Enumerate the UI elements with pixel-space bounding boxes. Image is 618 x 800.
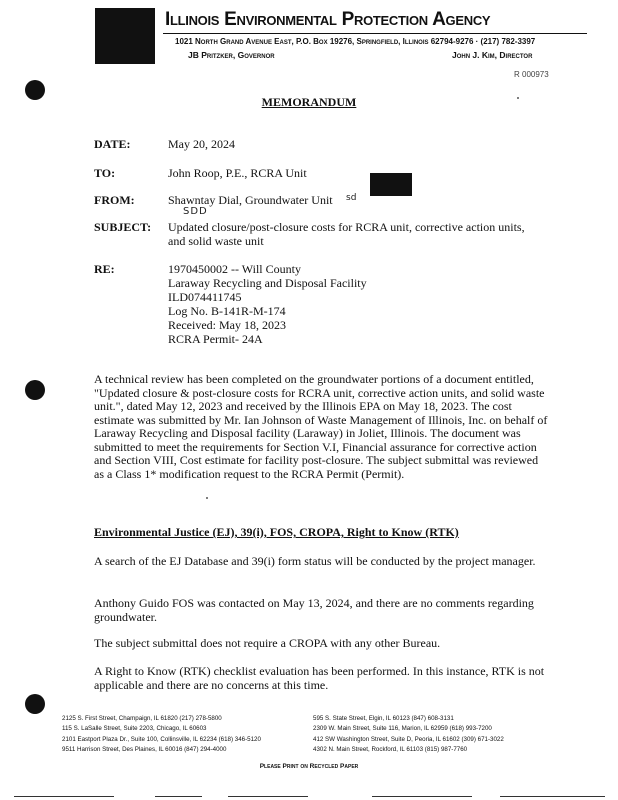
office-address: 115 S. LaSalle Street, Suite 2203, Chicago, IL 60603	[62, 725, 207, 733]
footer-rule	[500, 796, 605, 797]
letterhead-rule	[163, 33, 587, 34]
re-line: ILD074411745	[168, 290, 242, 304]
scan-speck	[206, 497, 208, 499]
re-line: Received: May 18, 2023	[168, 318, 286, 332]
body-paragraph: The subject submittal does not require a CROPA with any other Bureau.	[94, 636, 441, 650]
intro-paragraph: A technical review has been completed on the groundwater portions of a document entitled, "Updated closure & post-closure costs for RCRA unit, corrective action units, and solid waste unit.", dated May 12, 2023 and received by the Illinois EPA on May 18, 2023. The cost estimate was submitted by Mr. Ian Johnson of Waste Management of Illinois, Inc. on behalf of Laraway Recycling and Disposal facility (Laraway) in Joliet, Illinois. The document was submitted to meet the requirements for Section V.I, Financial assurance for corrective action and Section VIII, Cost estimate for facility post-closure. The subject submittal was reviewed as a Class 1* modification request to the RCRA Permit (Permit).	[94, 372, 548, 481]
date-label: DATE:	[94, 137, 131, 151]
office-address: 4302 N. Main Street, Rockford, IL 61103 (815) 987-7760	[313, 745, 468, 753]
office-address: 595 S. State Street, Elgin, IL 60123 (847) 608-3131	[313, 715, 454, 722]
office-address: 412 SW Washington Street, Suite D, Peoria, IL 61602 (309) 671-3022	[313, 735, 504, 743]
from-label: FROM:	[94, 193, 135, 207]
body-paragraph: A search of the EJ Database and 39(i) form status will be conducted by the project manager.	[94, 554, 536, 568]
agency-address: 1021 North Grand Avenue East, P.O. Box 19276, Springfield, Illinois 62794-9276 · (217) 782-3397	[175, 37, 536, 46]
section-heading: Environmental Justice (EJ), 39(i), FOS, CROPA, Right to Know (RTK)	[94, 525, 459, 539]
subject-line-1: Updated closure/post-closure costs for RCRA unit, corrective action units,	[168, 220, 525, 234]
date-value: May 20, 2024	[168, 137, 235, 151]
body-paragraph: Anthony Guido FOS was contacted on May 13, 2024, and there are no comments regarding groundwater.	[94, 596, 534, 624]
governor-name: JB Pritzker, Governor	[188, 50, 275, 60]
redaction-box	[370, 173, 412, 196]
agency-name: Illinois Environmental Protection Agency	[165, 9, 491, 30]
office-address: 2125 S. First Street, Champaign, IL 61820 (217) 278-5800	[62, 715, 222, 722]
re-line: Log No. B-141R-M-174	[168, 304, 286, 318]
footer-offices-right	[313, 714, 504, 755]
agency-logo	[95, 8, 155, 64]
re-line: Laraway Recycling and Disposal Facility	[168, 276, 367, 290]
office-address: 2309 W. Main Street, Suite 116, Marion, IL 62959 (618) 993-7200	[313, 725, 492, 733]
footer-rule	[372, 796, 472, 797]
office-address: 9511 Harrison Street, Des Plaines, IL 60016 (847) 294-4000	[62, 745, 227, 753]
body-paragraph: A Right to Know (RTK) checklist evaluation has been performed. In this instance, RTK is not applicable and there are no concerns at this time.	[94, 664, 545, 692]
subject-line-2: and solid waste unit	[168, 234, 264, 248]
to-value: John Roop, P.E., RCRA Unit	[168, 166, 307, 180]
office-address: 2101 Eastport Plaza Dr., Suite 100, Collinsville, IL 62234 (618) 346-5120	[62, 735, 261, 743]
director-name: John J. Kim, Director	[452, 50, 533, 60]
re-label: RE:	[94, 262, 115, 276]
footer-rule	[14, 796, 114, 797]
from-value: Shawntay Dial, Groundwater Unit	[168, 193, 333, 207]
from-initials: sd	[346, 193, 357, 203]
bates-number: R 000973	[514, 70, 549, 79]
subject-label: SUBJECT:	[94, 220, 152, 234]
recycled-note: Please Print on Recycled Paper	[259, 763, 359, 770]
re-line: 1970450002 -- Will County	[168, 262, 301, 276]
handwritten-note: SDD	[183, 206, 208, 217]
footer-rule	[155, 796, 202, 797]
punch-hole-middle	[25, 380, 45, 400]
punch-hole-bottom	[25, 694, 45, 714]
to-label: TO:	[94, 166, 116, 180]
footer-rule	[228, 796, 308, 797]
footer-offices-left	[62, 714, 261, 755]
re-line: RCRA Permit- 24A	[168, 332, 263, 346]
memo-title: MEMORANDUM	[261, 95, 357, 109]
